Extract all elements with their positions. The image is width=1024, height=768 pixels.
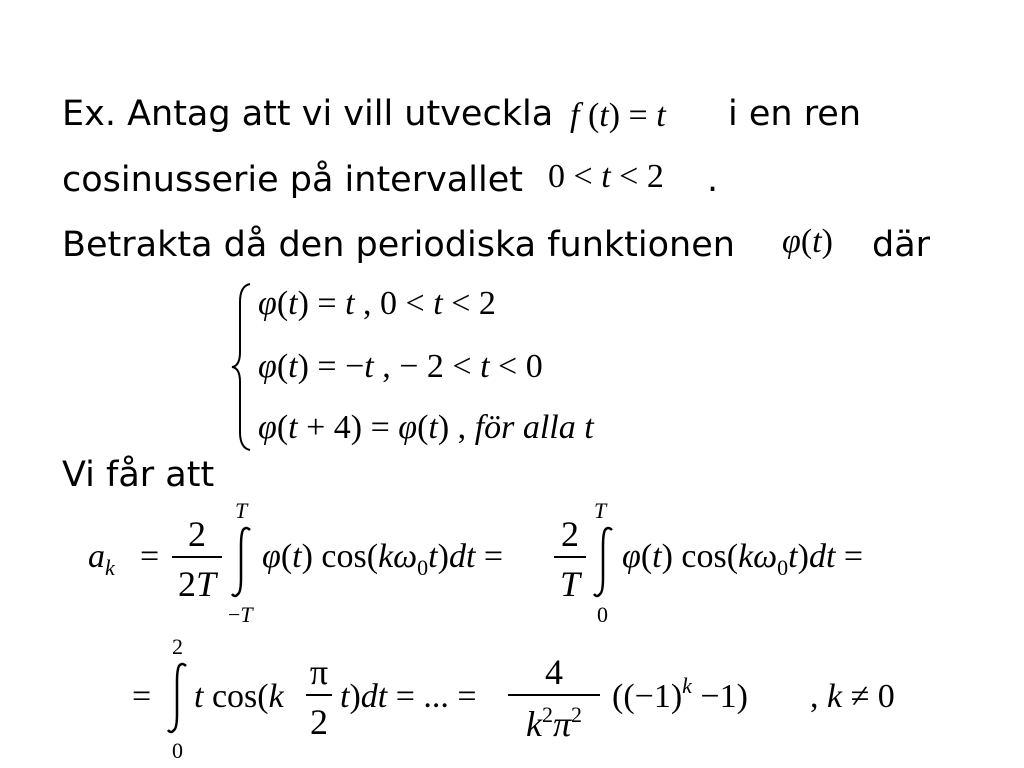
left-brace-icon [228, 282, 254, 452]
fraction-bar-3 [306, 694, 332, 696]
case-1: φ(t) = t , 0 < t < 2 [258, 285, 496, 322]
integral-2-upper: T [594, 498, 607, 523]
integrand-1: φ(t) $\cos(k\omega_0t)dt$ = [262, 538, 504, 580]
line2-text-a: cosinusserie på intervallet [62, 160, 523, 200]
integral-1-upper: T [235, 498, 248, 523]
fraction-4-den: $k^2\pi^2$ [525, 702, 583, 744]
integral-sign-3-icon [164, 662, 190, 734]
fraction-2-over-2T-den: 2T [177, 564, 217, 604]
formula-phi-of-t: φ(t) [782, 223, 833, 260]
a-k-lhs: $a_k$ [88, 538, 115, 580]
line2-text-b: . [707, 160, 719, 200]
integral-3-upper: 2 [172, 634, 183, 659]
fraction-bar-1 [172, 556, 222, 558]
fraction-2-over-T-den: T [559, 564, 581, 604]
equals-1: = [140, 538, 160, 575]
line4-text: Vi får att [62, 455, 215, 495]
integral-1-lower: −T [228, 602, 253, 627]
equals-2: = [132, 678, 152, 715]
integrand-2: φ(t) $\cos(k\omega_0t)dt$ = [622, 538, 864, 580]
integral-sign-1-icon [228, 526, 254, 598]
result-factor: $((-1)^k -1)$ [612, 673, 748, 715]
fraction-pi-over-2-num: π [309, 652, 329, 692]
case-3: φ(t + 4) = φ(t) , för alla t [258, 409, 594, 446]
integral-2-lower: 0 [597, 602, 608, 627]
integral-sign-2-icon [590, 526, 616, 598]
result-condition: , k ≠ 0 [810, 678, 895, 715]
fraction-bar-2 [554, 556, 586, 558]
formula-interval: 0 < t < 2 [548, 158, 664, 195]
line3-text-a: Betrakta då den periodiska funktionen [62, 225, 735, 265]
integrand-3b: t)dt = ... = [340, 678, 477, 715]
formula-f-of-t: f (t) = t [570, 97, 666, 134]
integral-3-lower: 0 [172, 738, 183, 763]
fraction-bar-4 [508, 694, 600, 696]
integrand-3a: t cos(k [194, 678, 284, 715]
line3-text-b: där [872, 225, 931, 265]
line1-text-a: Ex. Antag att vi vill utveckla [62, 94, 554, 134]
line1-text-b: i en ren [728, 94, 862, 134]
fraction-4-num: 4 [545, 652, 563, 692]
fraction-2-over-2T-num: 2 [188, 514, 206, 554]
fraction-pi-over-2-den: 2 [310, 702, 328, 742]
fraction-2-over-T-num: 2 [561, 514, 579, 554]
case-2: φ(t) = −t , − 2 < t < 0 [258, 348, 543, 385]
